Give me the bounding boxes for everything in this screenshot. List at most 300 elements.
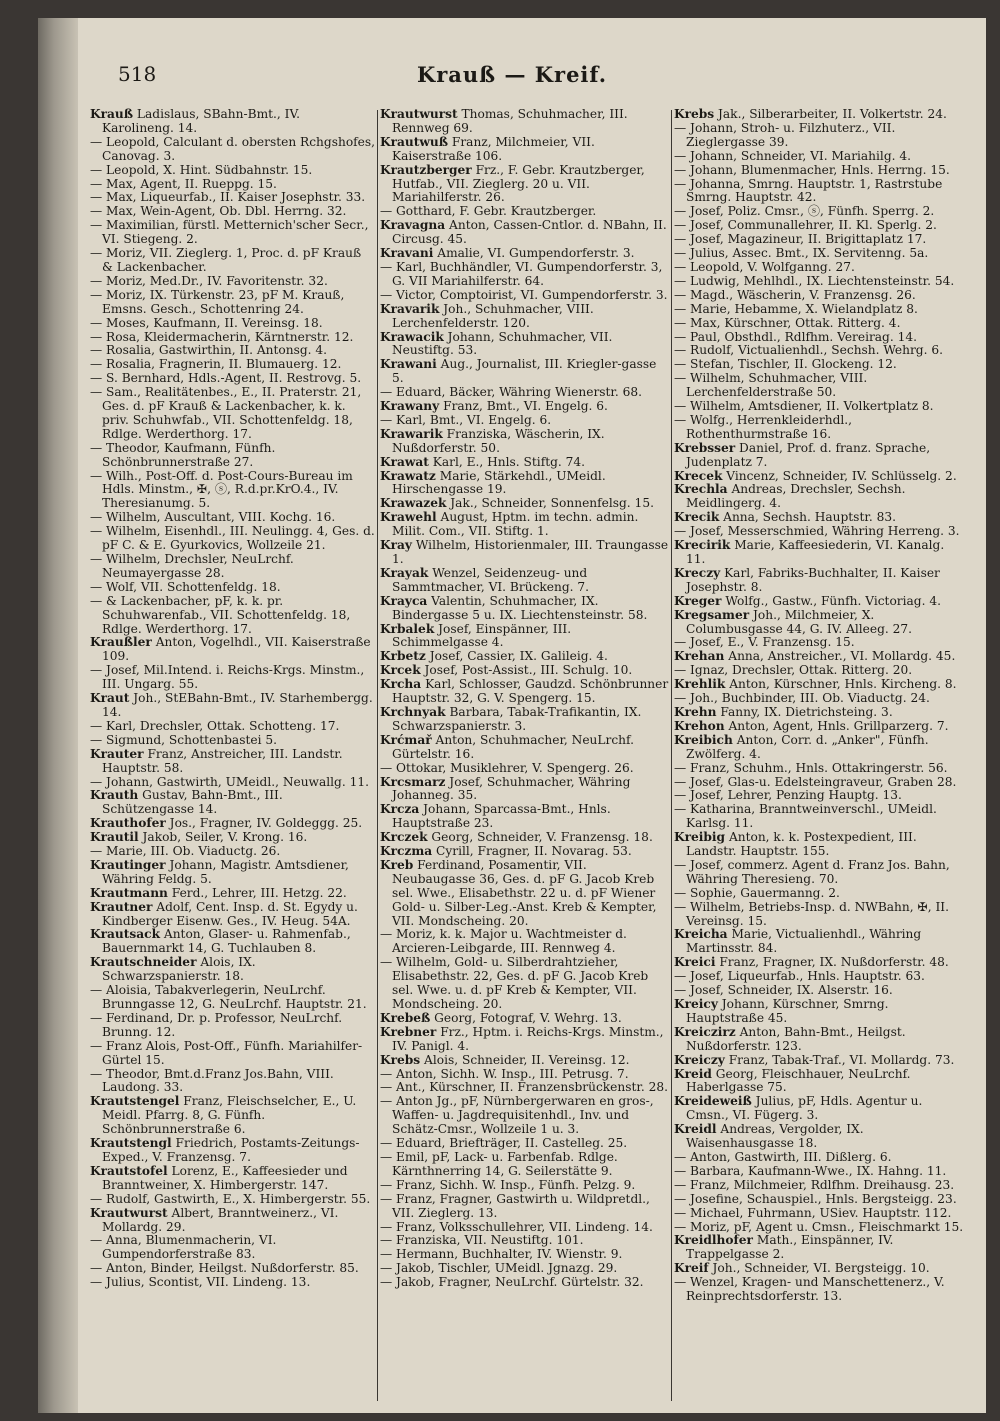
directory-entry — [380, 108, 670, 136]
entry-surname: Kreidl — [674, 1122, 717, 1137]
entry-details: Karl, E., Hnls. Stiftg. 74. — [428, 454, 586, 469]
entry-details: — Anton Jg., pF, Nürnbergerwaren en gros-, Waffen- u. Jagdrequisitenhdl., Inv. und Schätz-Cmsr., Wollzeile 1 u. 3. — [380, 1094, 654, 1137]
entry-details: — Wolf, VII. Schottenfeldg. 18. — [90, 579, 281, 594]
entry-details: — Wilhelm, Eisenhdl., III. Neulingg. 4, Ges. d. pF C. & E. Gyurkovics, Wollzeile 21. — [90, 524, 375, 553]
entry-surname: Kravani — [380, 246, 434, 261]
entry-details: Marie, Kaffeesiederin, VI. Kanalg. 11. — [686, 538, 945, 566]
entry-surname: Krauß — [90, 108, 134, 121]
entry-details: Josef, Cassier, IX. Galileig. 4. — [425, 649, 608, 664]
entry-details: — Victor, Comptoirist, VI. Gumpendorferstr. 3. — [380, 287, 668, 302]
entry-surname: Krcza — [380, 802, 420, 817]
entry-surname: Kreiczirz — [674, 1024, 736, 1039]
entry-details: — Josef, Magazineur, II. Brigittaplatz 17. — [674, 232, 927, 247]
entry-surname: Krechla — [674, 482, 728, 497]
directory-entry — [674, 803, 966, 831]
directory-entry — [90, 748, 375, 776]
entry-details: — Theodor, Bmt.d.Franz Jos.Bahn, VIII. Laudong. 33. — [90, 1066, 334, 1095]
entry-details: — Jakob, Tischler, UMeidl. Jgnazg. 29. — [380, 1261, 618, 1276]
entry-surname: Krautil — [90, 830, 139, 845]
directory-entry — [380, 831, 670, 845]
entry-details: — Max, Liqueurfab., II. Kaiser Josephstr. 33. — [90, 190, 366, 205]
entry-surname: Krecek — [674, 468, 723, 483]
directory-entry — [674, 692, 966, 706]
entry-details: Ferd., Lehrer, III. Hetzg. 22. — [167, 885, 347, 900]
entry-details: — Johanna, Smrng. Hauptstr. 1, Rastrstube Smrng. Hauptstr. 42. — [674, 176, 943, 205]
directory-entry — [674, 650, 966, 664]
entry-details: — Wilh., Post-Off. d. Post-Cours-Bureau im Hdls. Minstm., ✠, ⓢ, R.d.pr.KrO.4., IV. Theresianumg. 5. — [90, 468, 353, 511]
directory-entry — [674, 178, 966, 206]
directory-entry — [90, 219, 375, 247]
directory-entry — [674, 859, 966, 887]
entry-surname: Krawany — [380, 399, 440, 414]
entry-surname: Krautinger — [90, 857, 166, 872]
directory-entry — [90, 344, 375, 358]
directory-entry — [674, 303, 966, 317]
directory-entry — [90, 887, 375, 901]
directory-entry — [90, 164, 375, 178]
entry-details: Anton, Glaser- u. Rahmenfab., Bauernmarkt 14, G. Tuchlauben 8. — [102, 927, 351, 956]
directory-entry — [674, 831, 966, 859]
directory-entry — [90, 136, 375, 164]
entry-details: — Franz, Schuhm., Hnls. Ottakringerstr. 56. — [674, 760, 948, 775]
entry-details: — Anna, Blumenmacherin, VI. Gumpendorferstraße 83. — [90, 1233, 277, 1262]
directory-entry — [380, 803, 670, 831]
entry-details: — Franz, Volksschullehrer, VII. Lindeng. 14. — [380, 1219, 653, 1234]
directory-entry — [380, 470, 670, 498]
entry-details: — Michael, Fuhrmann, USiev. Hauptstr. 112. — [674, 1205, 952, 1220]
directory-entry — [674, 776, 966, 790]
page-header — [38, 62, 986, 96]
directory-entry — [674, 956, 966, 970]
column-3 — [674, 108, 966, 1405]
directory-entry — [674, 1151, 966, 1165]
directory-entry — [380, 164, 670, 206]
entry-details: Georg, Fotograf, V. Wehrg. 13. — [430, 1010, 622, 1025]
directory-entry — [674, 233, 966, 247]
directory-entry — [674, 928, 966, 956]
directory-entry — [90, 1234, 375, 1262]
entry-details: Anton, Cassen-Cntlor. d. NBahn, II. Circusg. 45. — [392, 218, 667, 247]
entry-details: — Franz, Fragner, Gastwirth u. Wildpretdl., VII. Zieglerg. 13. — [380, 1191, 650, 1220]
directory-entry — [90, 734, 375, 748]
entry-details: — Wolfg., Herrenkleiderhdl., Rothenthurmstraße 16. — [674, 412, 853, 441]
directory-entry — [674, 706, 966, 720]
entry-details: — Moriz, Med.Dr., IV. Favoritenstr. 32. — [90, 273, 328, 288]
page-number: 518 — [118, 62, 157, 86]
entry-details: — Josef, Glas-u. Edelsteingraveur, Graben 28. — [674, 774, 957, 789]
entry-surname: Krchnyak — [380, 704, 446, 719]
entry-surname: Kreibig — [674, 830, 726, 845]
entry-details: Franz, Fragner, IX. Nußdorferstr. 48. — [715, 955, 949, 970]
directory-entry — [674, 150, 966, 164]
entry-surname: Kravarik — [380, 301, 440, 316]
column-divider — [671, 110, 672, 1401]
entry-details: — Maximilian, fürstl. Metternich'scher Secr., VI. Stiegeng. 2. — [90, 218, 369, 247]
entry-surname: Krawarik — [380, 426, 443, 441]
directory-entry — [674, 567, 966, 595]
entry-details: — Wilhelm, Drechsler, NeuLrchf. Neumayergasse 28. — [90, 552, 294, 580]
entry-details: Daniel, Prof. d. franz. Sprache, Judenplatz 7. — [686, 440, 931, 469]
directory-entry — [380, 456, 670, 470]
entry-details: Josef, Schuhmacher, Währing Johanneg. 35. — [392, 774, 631, 803]
directory-entry — [380, 1276, 670, 1290]
entry-details: — Paul, Obsthdl., Rdlfhm. Vereirag. 14. — [674, 329, 917, 344]
entry-surname: Kreiczy — [674, 1052, 725, 1067]
entry-details: — Josef, Liqueurfab., Hnls. Hauptstr. 63. — [674, 969, 925, 984]
entry-surname: Kreidlhofer — [674, 1233, 753, 1248]
directory-entry — [90, 553, 375, 581]
entry-details: Ladislaus, SBahn-Bmt., IV. Karolineng. 14. — [102, 108, 301, 135]
entry-details: — & Lackenbacher, pF, k. k. pr. Schuhwarenfab., VII. Schottenfeldg. 18, Rdlge. Werderthorg. 17. — [90, 593, 351, 636]
entry-details: — Leopold, Calculant d. obersten Rchgshofes, Canovag. 3. — [90, 134, 375, 163]
directory-entry — [90, 525, 375, 553]
entry-details: Karl, Schlosser, Gaudzd. Schönbrunner Hauptstr. 32, G. V. Spengerg. 15. — [392, 677, 669, 706]
entry-details: — Stefan, Tischler, II. Glockeng. 12. — [674, 357, 897, 372]
entry-surname: Krautner — [90, 899, 153, 914]
directory-entry — [380, 1262, 670, 1276]
directory-entry — [674, 1026, 966, 1054]
entry-details: Math., Einspänner, IV. Trappelgasse 2. — [686, 1233, 894, 1262]
running-head: Krauß — Kreif. — [416, 62, 608, 87]
entry-details: Andreas, Vergolder, IX. Waisenhausgasse 18. — [686, 1122, 864, 1151]
entry-details: — Josef, Lehrer, Penzing Hauptg. 13. — [674, 788, 902, 803]
directory-entry — [380, 678, 670, 706]
entry-details: Joh., StEBahn-Bmt., IV. Starhembergg. 14. — [102, 691, 373, 719]
directory-entry — [674, 331, 966, 345]
entry-surname: Kreideweiß — [674, 1094, 752, 1109]
directory-entry — [380, 1068, 670, 1082]
entry-details: — Wenzel, Kragen- und Manschettenerz., V. Reinprechtsdorferstr. 13. — [674, 1275, 945, 1304]
entry-surname: Krćmař — [380, 732, 432, 747]
entry-details: — Katharina, Branntweinverschl., UMeidl. Karlsg. 11. — [674, 802, 937, 831]
entry-surname: Krawazek — [380, 496, 447, 511]
entry-surname: Krebeß — [380, 1010, 431, 1025]
directory-entry — [90, 1137, 375, 1165]
entry-details: Valentin, Schuhmacher, IX. Bindergasse 5 u. IX. Liechtensteinstr. 58. — [392, 593, 648, 622]
entry-surname: Krcek — [380, 663, 421, 678]
directory-entry — [674, 1276, 966, 1304]
entry-details: Franz, Milchmeier, VII. Kaiserstraße 106. — [392, 134, 595, 163]
directory-entry — [380, 1081, 670, 1095]
directory-entry — [380, 1248, 670, 1262]
directory-entry — [674, 372, 966, 400]
entry-details: — Leopold, X. Hint. Südbahnstr. 15. — [90, 162, 313, 177]
entry-surname: Krautstengl — [90, 1136, 172, 1151]
directory-entry — [90, 247, 375, 275]
directory-entry — [380, 386, 670, 400]
entry-details: — Franz, Milchmeier, Rdlfhm. Dreihausg. 23. — [674, 1177, 955, 1192]
entry-surname: Krehn — [674, 704, 717, 719]
entry-details: — Wilhelm, Betriebs-Insp. d. NWBahn, ✠, II. Vereinsg. 15. — [674, 899, 949, 928]
directory-entry — [90, 817, 375, 831]
directory-entry — [90, 1095, 375, 1137]
entry-details: Anna, Sechsh. Hauptstr. 83. — [719, 510, 896, 525]
entry-details: — Rosalia, Gastwirthin, II. Antonsg. 4. — [90, 343, 328, 358]
directory-entry — [674, 636, 966, 650]
entry-details: — Anton, Sichh. W. Insp., III. Petrusg. 7. — [380, 1066, 629, 1081]
directory-entry — [90, 956, 375, 984]
entry-details: — Eduard, Briefträger, II. Castelleg. 25. — [380, 1136, 628, 1151]
directory-entry — [90, 1040, 375, 1068]
entry-details: — Max, Agent, II. Rueppg. 15. — [90, 176, 277, 191]
directory-entry — [674, 762, 966, 776]
entry-surname: Kreif — [674, 1261, 709, 1276]
entry-details: Anton, Bahn-Bmt., Heilgst. Nußdorferstr. 123. — [686, 1024, 906, 1053]
entry-details: — Ant., Kürschner, II. Franzensbrückenstr. 28. — [380, 1080, 668, 1095]
directory-entry — [90, 317, 375, 331]
entry-details: Wolfg., Gastw., Fünfh. Victoriag. 4. — [721, 593, 941, 608]
entry-details: Fanny, IX. Dietrichsteing. 3. — [716, 704, 893, 719]
directory-entry — [90, 1068, 375, 1096]
directory-entry — [90, 289, 375, 317]
entry-details: — Franz Alois, Post-Off., Fünfh. Mariahilfer-Gürtel 15. — [90, 1038, 363, 1067]
directory-entry — [674, 317, 966, 331]
entry-details: — Josef, Schneider, IX. Alserstr. 16. — [674, 983, 893, 998]
entry-details: Georg, Schneider, V. Franzensg. 18. — [427, 830, 653, 845]
entry-surname: Krautstofel — [90, 1163, 168, 1178]
entry-details: Aug., Journalist, III. Kriegler-gasse 5. — [392, 357, 657, 386]
entry-surname: Krautwurst — [380, 108, 458, 121]
entry-details: — Rosalia, Fragnerin, II. Blumauerg. 12. — [90, 357, 342, 372]
directory-entry — [674, 1054, 966, 1068]
entry-details: Frz., Hptm. i. Reichs-Krgs. Minstm., IV. Panigl. 4. — [392, 1024, 664, 1053]
entry-details: Josef, Einspänner, III. Schimmelgasse 4. — [392, 621, 572, 650]
entry-details: — Ignaz, Drechsler, Ottak. Ritterg. 20. — [674, 663, 913, 678]
entry-surname: Krawatz — [380, 468, 436, 483]
entry-surname: Krauth — [90, 788, 139, 803]
directory-entry — [380, 650, 670, 664]
directory-entry — [674, 414, 966, 442]
entry-details: — Johann, Gastwirth, UMeidl., Neuwallg. 11. — [90, 774, 369, 789]
book-spine-shadow — [38, 18, 78, 1413]
entry-details: — Rudolf, Victualienhdl., Sechsh. Wehrg. 6. — [674, 343, 943, 358]
directory-entry — [380, 539, 670, 567]
entry-surname: Krautwuß — [380, 134, 449, 149]
entry-details: Lorenz, E., Kaffeesieder und Branntweiner, X. Himbergerstr. 147. — [102, 1163, 348, 1192]
entry-surname: Krecik — [674, 510, 720, 525]
entry-surname: Kreid — [674, 1066, 712, 1081]
directory-entry — [674, 108, 966, 122]
entry-surname: Kraut — [90, 691, 130, 706]
entry-surname: Kreici — [674, 955, 716, 970]
entry-details: Anton, Corr. d. „Anker", Fünfh. Zwölferg. 4. — [686, 732, 929, 761]
directory-entry — [90, 984, 375, 1012]
entry-surname: Krbalek — [380, 621, 435, 636]
directory-entry — [674, 984, 966, 998]
directory-entry — [380, 664, 670, 678]
directory-entry — [90, 331, 375, 345]
entry-surname: Krcsmarz — [380, 774, 446, 789]
directory-entry — [380, 595, 670, 623]
entry-surname: Kreicy — [674, 997, 718, 1011]
directory-entry — [674, 887, 966, 901]
directory-entry — [90, 372, 375, 386]
entry-details: — Wilhelm, Gold- u. Silberdrahtzieher, Elisabethstr. 22, Ges. d. pF G. Jacob Kreb sel. Wwe. u. d. pF Kreb & Kempter, VII. Mondscheing. 20. — [380, 955, 649, 1011]
entry-details: Joh., Schuhmacher, VIII. Lerchenfelderstr. 120. — [392, 301, 594, 330]
directory-entry — [674, 483, 966, 511]
entry-details: — Sophie, Gauermanng. 2. — [674, 885, 840, 900]
entry-details: — Wilhelm, Amtsdiener, II. Volkertplatz 8. — [674, 399, 934, 414]
directory-entry — [380, 289, 670, 303]
directory-entry — [674, 1179, 966, 1193]
directory-entry — [380, 511, 670, 539]
entry-details: — Josef, E., V. Franzensg. 15. — [674, 635, 855, 650]
directory-entry — [674, 511, 966, 525]
directory-entry — [90, 1193, 375, 1207]
entry-surname: Krczma — [380, 844, 433, 859]
entry-details: Joh., Milchmeier, X. Columbusgasse 44, G. IV. Alleeg. 27. — [686, 607, 913, 636]
entry-details: — Wilhelm, Schuhmacher, VIII. Lerchenfelderstraße 50. — [674, 371, 868, 400]
entry-surname: Krebner — [380, 1024, 437, 1039]
entry-details: Marie, Victualienhdl., Währing Martinsstr. 84. — [686, 927, 922, 956]
column-divider — [377, 110, 378, 1401]
entry-surname: Kregsamer — [674, 607, 750, 622]
entry-details: Franz, Bmt., VI. Engelg. 6. — [439, 399, 608, 414]
entry-details: — Rudolf, Gastwirth, E., X. Himbergerstr. 55. — [90, 1191, 371, 1206]
entry-details: — Max, Kürschner, Ottak. Ritterg. 4. — [674, 315, 901, 330]
entry-details: — Marie, Hebamme, X. Wielandplatz 8. — [674, 301, 918, 316]
entry-details: Jos., Fragner, IV. Goldeggg. 25. — [165, 816, 363, 831]
directory-entry — [380, 358, 670, 386]
entry-details: — Moriz, pF, Agent u. Cmsn., Fleischmarkt 15. — [674, 1219, 964, 1234]
directory-entry — [380, 414, 670, 428]
entry-details: Georg, Fleischhauer, NeuLrchf. Haberlgasse 75. — [686, 1066, 911, 1095]
entry-details: Julius, pF, Hdls. Agentur u. Cmsn., VI. Fügerg. 3. — [686, 1094, 923, 1123]
entry-details: — Moriz, IX. Türkenstr. 23, pF M. Krauß, Emsns. Gesch., Schottenring 24. — [90, 287, 345, 316]
directory-entry — [674, 400, 966, 414]
directory-entry — [674, 1095, 966, 1123]
entry-details: — Wilhelm, Auscultant, VIII. Kochg. 16. — [90, 510, 336, 525]
directory-entry — [90, 1207, 375, 1235]
entry-details: Cyrill, Fragner, II. Novarag. 53. — [432, 844, 632, 859]
entry-details: Johann, Schuhmacher, VII. Neustiftg. 53. — [392, 329, 613, 358]
entry-details: Franz, Tabak-Traf., VI. Mollardg. 73. — [724, 1052, 955, 1067]
entry-details: — Ludwig, Mehlhdl., IX. Liechtensteinstr. 54. — [674, 273, 955, 288]
entry-details: Josef, Post-Assist., III. Schulg. 10. — [420, 663, 633, 678]
directory-entry — [380, 1179, 670, 1193]
entry-details: — Anton, Binder, Heilgst. Nußdorferstr. 85. — [90, 1261, 359, 1276]
entry-details: — Aloisia, Tabakverlegerin, NeuLrchf. Brunngasse 12, G. NeuLrchf. Hauptstr. 21. — [90, 983, 367, 1011]
directory-entry — [674, 1068, 966, 1096]
directory-entry — [380, 845, 670, 859]
entry-details: — Jakob, Fragner, NeuLrchf. Gürtelstr. 32. — [380, 1275, 644, 1290]
directory-entry — [90, 1276, 375, 1290]
entry-surname: Krebs — [380, 1052, 421, 1067]
directory-entry — [90, 358, 375, 372]
entry-details: Jak., Silberarbeiter, II. Volkertstr. 24. — [714, 108, 947, 121]
directory-entry — [674, 609, 966, 637]
directory-entry — [90, 1262, 375, 1276]
directory-entry — [380, 1193, 670, 1221]
directory-entry — [90, 108, 375, 136]
entry-details: — Karl, Drechsler, Ottak. Schotteng. 17. — [90, 718, 340, 733]
entry-details: Jak., Schneider, Sonnenfelsg. 15. — [446, 496, 654, 511]
entry-details: Johann, Magistr. Amtsdiener, Währing Feldg. 5. — [102, 857, 349, 886]
directory-entry — [674, 539, 966, 567]
entry-details: Wilhelm, Historienmaler, III. Traungasse 1. — [392, 538, 669, 566]
entry-details: — Sam., Realitätenbes., E., II. Praterstr. 21, Ges. d. pF Krauß & Lackenbacher, k. k. priv. Schuhwfab., VII. Schottenfeldg. 18, Rdlge. Werderthorg. 17. — [90, 385, 362, 441]
entry-details: Thomas, Schuhmacher, III. Rennweg 69. — [392, 108, 628, 135]
directory-entry — [90, 581, 375, 595]
entry-details: — Johann, Schneider, VI. Mariahilg. 4. — [674, 148, 912, 163]
entry-surname: Kreibich — [674, 732, 733, 747]
directory-entry — [380, 331, 670, 359]
directory-entry — [380, 497, 670, 511]
entry-details: Frz., F. Gebr. Krautzberger, Hutfab., VII. Zieglerg. 20 u. VII. Mariahilferstr. 26. — [392, 162, 645, 205]
entry-details: Friedrich, Postamts-Zeitungs-Exped., V. Franzensg. 7. — [102, 1136, 360, 1164]
entry-details: — Josef, commerz. Agent d. Franz Jos. Bahn, Währing Theresieng. 70. — [674, 857, 950, 886]
entry-details: Alois, Schneider, II. Vereinsg. 12. — [420, 1052, 630, 1067]
entry-details: — Gotthard, F. Gebr. Krautzberger. — [380, 204, 597, 219]
directory-entry — [90, 845, 375, 859]
entry-details: — Franz, Sichh. W. Insp., Fünfh. Pelzg. 9. — [380, 1177, 636, 1192]
directory-entry — [674, 595, 966, 609]
entry-surname: Krecirik — [674, 538, 731, 553]
entry-details: — Josef, Mil.Intend. i. Reichs-Krgs. Minstm., III. Ungarg. 55. — [90, 663, 365, 692]
directory-entry — [674, 275, 966, 289]
directory-entry — [90, 511, 375, 525]
entry-surname: Krcha — [380, 677, 422, 692]
entry-details: — Josef, Communallehrer, II. Kl. Sperlg. 2. — [674, 218, 937, 233]
entry-surname: Krbetz — [380, 649, 426, 664]
directory-entry — [380, 400, 670, 414]
directory-entry — [674, 734, 966, 762]
directory-entry — [90, 692, 375, 720]
entry-details: — Rosa, Kleidermacherin, Kärntnerstr. 12. — [90, 329, 354, 344]
directory-entry — [380, 859, 670, 929]
directory-entry — [380, 1221, 670, 1235]
entry-details: Vincenz, Schneider, IV. Schlüsselg. 2. — [722, 468, 957, 483]
directory-entry — [90, 1012, 375, 1040]
entry-surname: Krautstengel — [90, 1094, 180, 1109]
entry-surname: Krebs — [674, 108, 715, 121]
entry-surname: Krautschneider — [90, 955, 197, 970]
entry-details: Anton, Vogelhdl., VII. Kaiserstraße 109. — [102, 635, 371, 664]
entry-details: — Theodor, Kaufmann, Fünfh. Schönbrunnerstraße 27. — [90, 440, 276, 469]
entry-details: — Moriz, VII. Zieglerg. 1, Proc. d. pF Krauß & Lackenbacher. — [90, 246, 362, 274]
entry-details: — Johann, Stroh- u. Filzhuterz., VII. Zieglergasse 39. — [674, 120, 896, 149]
entry-surname: Krehon — [674, 718, 725, 733]
directory-entry — [380, 706, 670, 734]
entry-surname: Kreger — [674, 593, 722, 608]
entry-details: Anton, Schuhmacher, NeuLrchf. Gürtelstr. 16. — [392, 732, 634, 761]
directory-entry — [674, 901, 966, 929]
entry-details: Adolf, Cent. Insp. d. St. Egydy u. Kindberger Eisenw. Ges., IV. Heug. 54A. — [102, 899, 358, 928]
column-1 — [90, 108, 375, 1405]
directory-entry — [674, 1221, 966, 1235]
directory-entry — [90, 776, 375, 790]
directory-entry — [90, 789, 375, 817]
entry-details: Amalie, VI. Gumpendorferstr. 3. — [433, 246, 635, 261]
directory-entry — [674, 261, 966, 275]
entry-surname: Krehan — [674, 649, 725, 664]
entry-details: Andreas, Drechsler, Sechsh. Meidlingerg. 4. — [686, 482, 906, 511]
directory-entry — [674, 358, 966, 372]
entry-surname: Krautsack — [90, 927, 161, 942]
directory-entry — [90, 386, 375, 442]
entry-surname: Krawacik — [380, 329, 444, 344]
directory-entry — [674, 970, 966, 984]
directory-entry — [90, 664, 375, 692]
entry-details: Ferdinand, Posamentir, VII. Neubaugasse 36, Ges. d. pF G. Jacob Kreb sel. Wwe., Elisabethstr. 22 u. d. pF Wiener Gold- u. Silber-Leg.-Anst. Kreb & Kempter, VII. Mondscheing. 20. — [392, 857, 657, 928]
entry-details: — Max, Wein-Agent, Ob. Dbl. Herrng. 32. — [90, 204, 347, 219]
entry-details: — Julius, Scontist, VII. Lindeng. 13. — [90, 1275, 311, 1290]
entry-details: — Ferdinand, Dr. p. Professor, NeuLrchf. Brunng. 12. — [90, 1010, 343, 1039]
directory-entry — [380, 303, 670, 331]
directory-entry — [674, 1193, 966, 1207]
entry-details: Wenzel, Seidenzeug- und Sammtmacher, VI. Brückeng. 7. — [392, 565, 590, 594]
entry-details: — Magd., Wäscherin, V. Franzensg. 26. — [674, 287, 916, 302]
